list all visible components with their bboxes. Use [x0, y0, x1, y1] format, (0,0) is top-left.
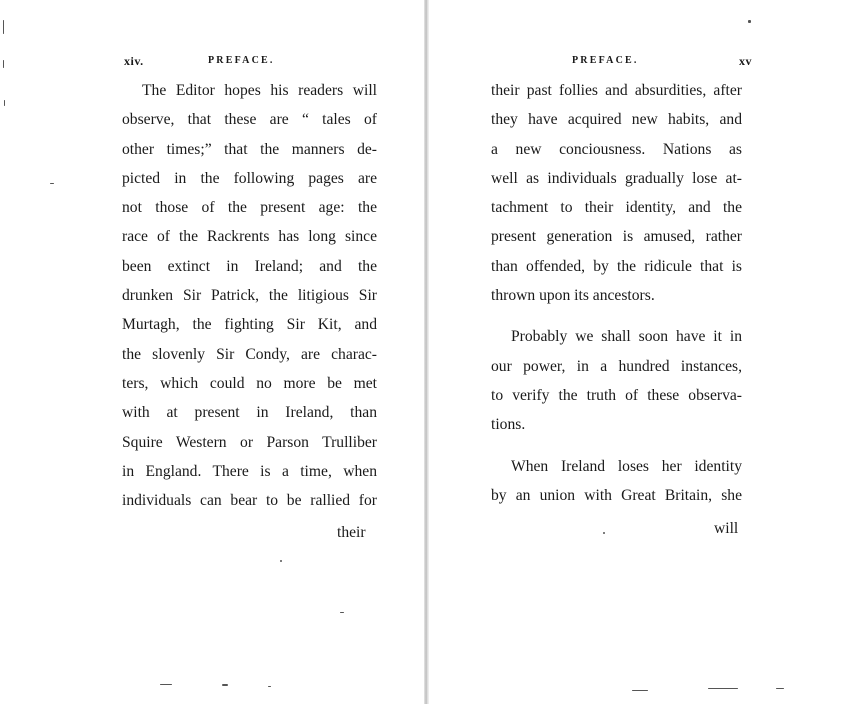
- scan-speck: [340, 612, 344, 613]
- right-body-text: [491, 76, 742, 510]
- text-line: in England. There is a time, when: [122, 462, 377, 480]
- text-line: their past follies and absurdities, after: [491, 82, 742, 99]
- scan-speck: [748, 20, 751, 23]
- scan-speck: [3, 20, 4, 34]
- left-running-title: PREFACE.: [208, 55, 275, 66]
- left-page: [0, 0, 424, 704]
- text-line: than offended, by the ridicule that is: [491, 257, 742, 275]
- text-line: tachment to their identity, and the: [491, 199, 742, 217]
- text-line: thrown upon its ancestors.: [491, 287, 655, 305]
- text-line: When Ireland loses her identity: [511, 457, 742, 475]
- scan-speck: [603, 532, 605, 534]
- text-line: a new conciousness. Nations as: [491, 140, 742, 158]
- scan-speck: [4, 100, 5, 106]
- text-line: been extinct in Ireland; and the: [122, 257, 377, 275]
- text-line: picted in the following pages are: [122, 169, 377, 187]
- text-line: our power, in a hundred instances,: [491, 357, 742, 375]
- right-running-head: [492, 54, 752, 70]
- left-running-head: [124, 54, 384, 70]
- text-line: The Editor hopes his readers will: [142, 82, 377, 99]
- text-line: observe, that these are “ tales of: [122, 111, 377, 129]
- paragraph-gap: [491, 440, 742, 452]
- text-line: Squire Western or Parson Trulliber: [122, 433, 377, 451]
- text-line: to verify the truth of these observa-: [491, 386, 742, 404]
- scan-speck: [708, 688, 738, 689]
- text-line: individuals can bear to be rallied for: [122, 492, 377, 510]
- right-running-title: PREFACE.: [572, 55, 639, 66]
- right-page: [429, 0, 855, 704]
- text-line: they have acquired new habits, and: [491, 111, 742, 129]
- paragraph-gap: [491, 310, 742, 322]
- scan-speck: [268, 686, 271, 687]
- text-line: the slovenly Sir Condy, are charac-: [122, 345, 377, 363]
- scan-speck: [280, 560, 282, 562]
- scan-speck: [222, 684, 228, 686]
- right-catchword: will: [714, 520, 739, 537]
- text-line: other times;” that the manners de-: [122, 140, 377, 158]
- scan-speck: [632, 690, 648, 691]
- text-line: tions.: [491, 416, 526, 434]
- scan-speck: [50, 183, 54, 184]
- text-line: drunken Sir Patrick, the litigious Sir: [122, 287, 377, 305]
- left-body-text: [122, 76, 377, 515]
- right-page-number: xv: [739, 54, 752, 68]
- text-line: Murtagh, the fighting Sir Kit, and: [122, 316, 377, 334]
- text-line: with at present in Ireland, than: [122, 404, 377, 422]
- text-line: ters, which could no more be met: [122, 374, 377, 392]
- scan-speck: [3, 60, 4, 68]
- text-line: well as individuals gradually lose at-: [491, 169, 742, 187]
- text-line: by an union with Great Britain, she: [491, 486, 742, 504]
- text-line: Probably we shall soon have it in: [511, 328, 742, 346]
- scan-speck: [160, 684, 172, 685]
- left-page-number: xiv.: [124, 54, 144, 68]
- text-line: present generation is amused, rather: [491, 228, 742, 246]
- text-line: not those of the present age: the: [122, 199, 377, 217]
- scan-speck: [776, 688, 784, 689]
- text-line: race of the Rackrents has long since: [122, 228, 377, 246]
- left-catchword: their: [337, 524, 366, 541]
